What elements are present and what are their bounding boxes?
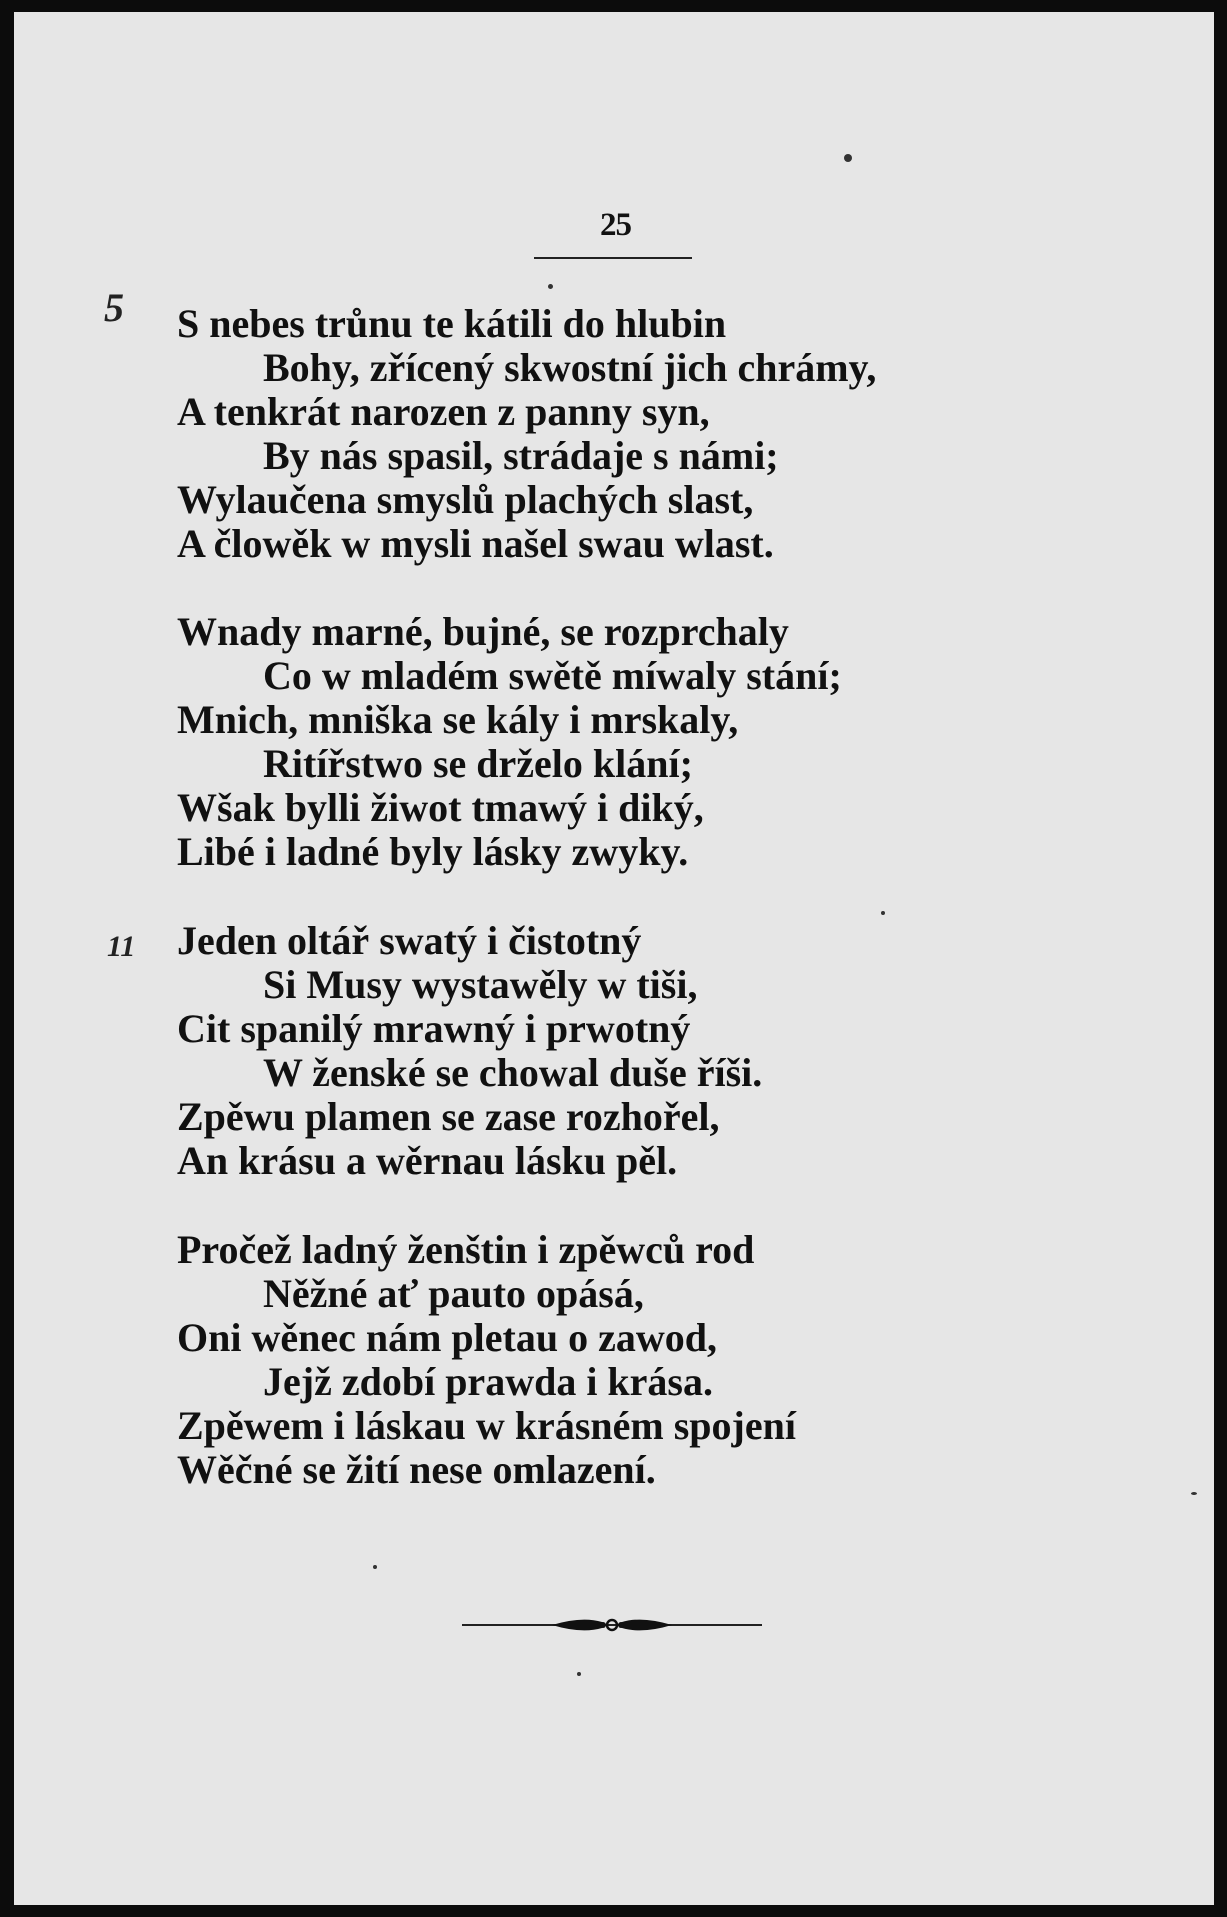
poem-line: An krásu a wěrnau lásku pěl. — [177, 1138, 678, 1183]
scroll-ornament-icon — [462, 1610, 762, 1640]
ink-speck — [1191, 1492, 1197, 1495]
margin-mark-stanza-3: 11 — [107, 930, 136, 963]
poem-line: Co w mladém swětě míwaly stání; — [263, 653, 842, 698]
poem-line: Jejž zdobí prawda i krása. — [263, 1359, 713, 1404]
poem-line: Wšak bylli žiwot tmawý i diký, — [177, 785, 704, 830]
poem-line: A člowěk w mysli našel swau wlast. — [177, 521, 774, 566]
poem-line: Cit spanilý mrawný i prwotný — [177, 1006, 691, 1051]
poem-line: W ženské se chowal duše říši. — [263, 1050, 763, 1095]
poem-line: Jeden oltář swatý i čistotný — [177, 918, 642, 963]
poem-line: Si Musy wystawěly w tiši, — [263, 962, 698, 1007]
poem-line: Wylaučena smyslů plachých slast, — [177, 477, 754, 522]
header-rule — [534, 257, 692, 259]
poem-line: Libé i ladné byly lásky zwyky. — [177, 829, 689, 874]
poem-line: Wnady marné, bujné, se rozprchaly — [177, 609, 789, 654]
poem-line: Ritířstwo se drželo klání; — [263, 741, 693, 786]
ink-speck — [881, 911, 885, 915]
poem-line: A tenkrát narozen z panny syn, — [177, 389, 710, 434]
poem-line: Mnich, mniška se kály i mrskaly, — [177, 697, 739, 742]
poem-line: Wěčné se žití nese omlazení. — [177, 1447, 656, 1492]
book-page — [14, 12, 1214, 1905]
poem-line: Oni wěnec nám pletau o zawod, — [177, 1315, 717, 1360]
ink-speck — [373, 1565, 377, 1569]
ink-speck — [844, 154, 852, 162]
page-number: 25 — [600, 207, 631, 243]
poem-line: Pročež ladný ženštin i zpěwců rod — [177, 1227, 755, 1272]
poem-line: Zpěwu plamen se zase rozhořel, — [177, 1094, 720, 1139]
ink-speck — [548, 284, 553, 289]
poem-line: S nebes trůnu te kátili do hlubin — [177, 301, 727, 346]
margin-mark-stanza-1: 5 — [104, 285, 124, 330]
poem-line: Zpěwem i láskau w krásném spojení — [177, 1403, 796, 1448]
ink-speck — [577, 1672, 581, 1676]
poem-line: Něžné ať pauto opásá, — [263, 1271, 644, 1316]
poem-line: By nás spasil, strádaje s námi; — [263, 433, 779, 478]
poem-line: Bohy, zřícený skwostní jich chrámy, — [263, 345, 877, 390]
